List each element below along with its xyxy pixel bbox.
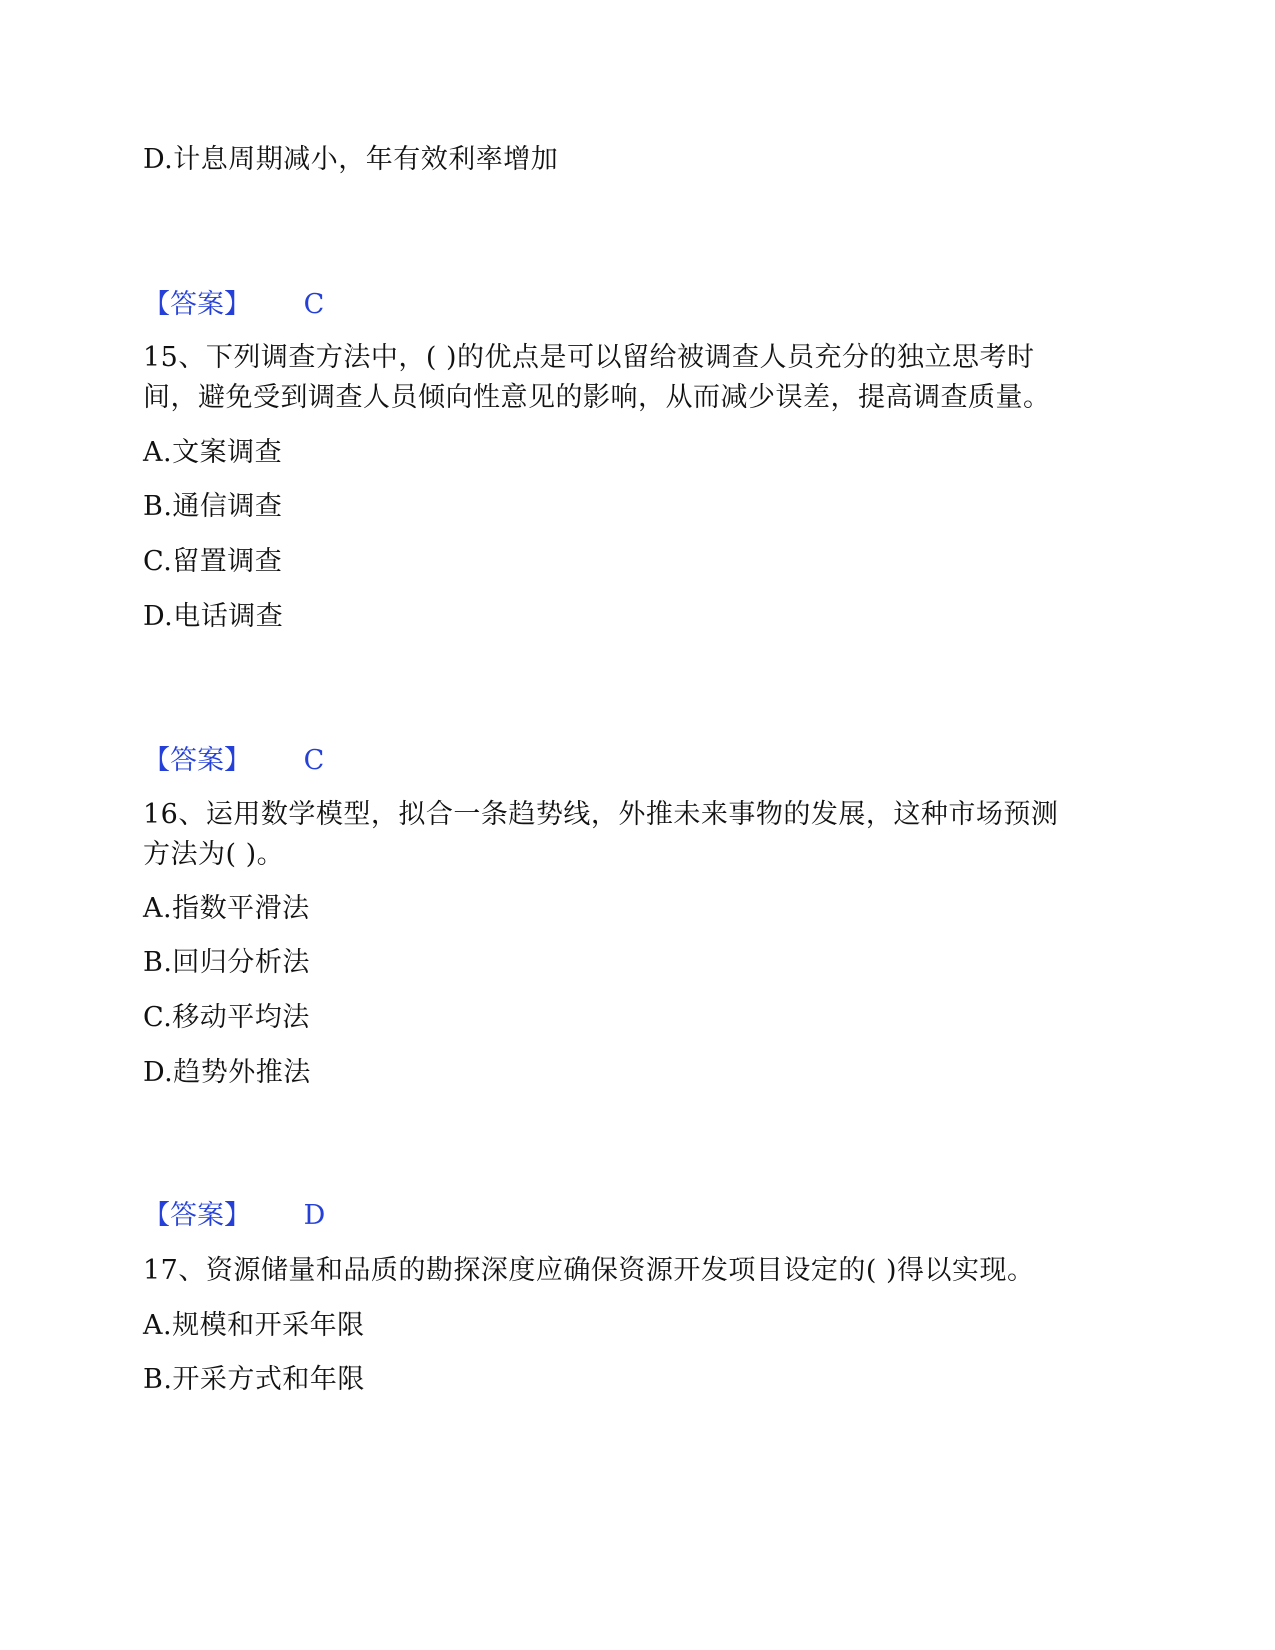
- q14-option-d: D.计息周期减小，年有效利率增加: [143, 144, 559, 175]
- q15-answer-row: [143, 741, 324, 781]
- q15-stem-line-1: 15、下列调查方法中，( )的优点是可以留给被调查人员充分的独立思考时: [143, 342, 1035, 373]
- q16-stem-line-2: 方法为( )。: [143, 839, 285, 870]
- q15-option-c: C.留置调查: [143, 546, 283, 577]
- answer-label: 【答案】: [143, 289, 251, 320]
- q14-answer-value: C: [303, 289, 325, 320]
- answer-label: 【答案】: [143, 1200, 251, 1231]
- q15-option-a: A.文案调查: [143, 437, 283, 468]
- q17-option-b: B.开采方式和年限: [143, 1364, 365, 1395]
- q16-option-c: C.移动平均法: [143, 1002, 310, 1033]
- q15-option-b: B.通信调查: [143, 491, 283, 522]
- q16-option-b: B.回归分析法: [143, 947, 310, 978]
- q15-stem-line-2: 间，避免受到调查人员倾向性意见的影响，从而减少误差，提高调查质量。: [143, 382, 1051, 413]
- q15-answer-value: C: [303, 745, 325, 776]
- q16-stem-line-1: 16、运用数学模型，拟合一条趋势线，外推未来事物的发展，这种市场预测: [143, 799, 1059, 830]
- q14-answer-row: [143, 285, 324, 325]
- q16-option-d: D.趋势外推法: [143, 1057, 311, 1088]
- q17-option-a: A.规模和开采年限: [143, 1310, 365, 1341]
- answer-label: 【答案】: [143, 745, 251, 776]
- q16-option-a: A.指数平滑法: [143, 893, 310, 924]
- q16-answer-value: D: [303, 1200, 326, 1231]
- q15-option-d: D.电话调查: [143, 601, 284, 632]
- q16-answer-row: [143, 1196, 325, 1236]
- q17-stem-line-1: 17、资源储量和品质的勘探深度应确保资源开发项目设定的( )得以实现。: [143, 1255, 1035, 1286]
